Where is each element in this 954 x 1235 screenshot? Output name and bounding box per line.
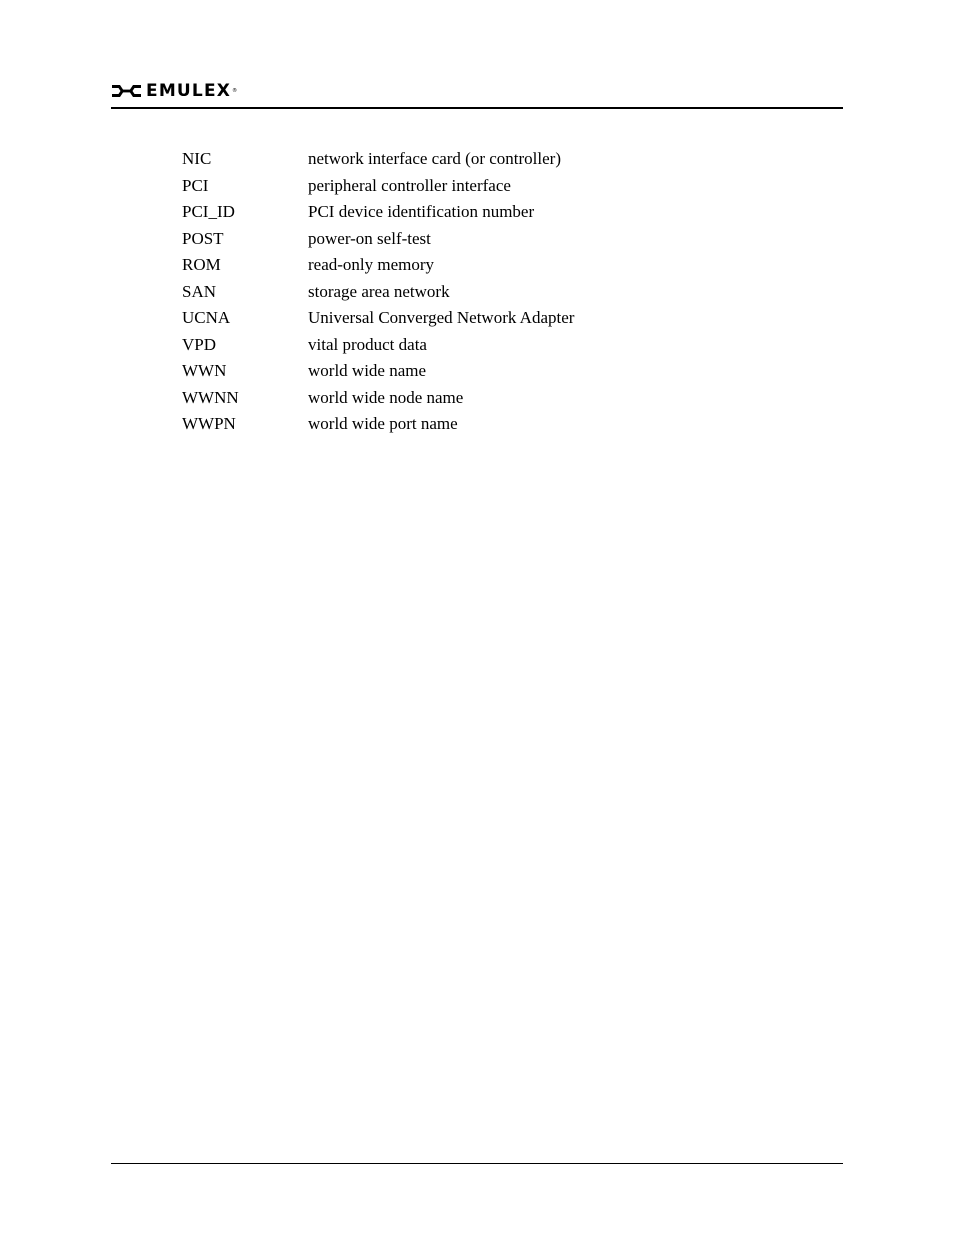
glossary-definition: PCI device identification number [308,202,535,222]
glossary-row-rom [182,252,574,279]
glossary-definition: read-only memory [308,255,435,275]
glossary-term: VPD [182,334,217,354]
glossary-definition: world wide node name [308,387,464,407]
header-divider [111,107,843,109]
logo-trademark: ® [232,88,238,94]
glossary-term: ROM [182,255,221,275]
emulex-logo-mark-icon [111,83,142,99]
glossary-row-post [182,226,574,253]
footer-divider [111,1163,843,1164]
emulex-logo [111,81,237,101]
glossary-row-wwpn [182,411,574,438]
glossary-term: PCI_ID [182,202,235,222]
glossary-definition: world wide port name [308,414,458,434]
glossary-definition: vital product data [308,334,427,354]
glossary-definition: peripheral controller interface [308,175,511,195]
glossary-term: POST [182,228,224,248]
glossary-definition: storage area network [308,281,450,301]
glossary-row-pci-id [182,199,574,226]
glossary-definition: world wide name [308,361,427,381]
glossary-term: PCI [182,175,209,195]
glossary-term: UCNA [182,308,231,328]
glossary-term: NIC [182,149,212,169]
glossary-row-pci [182,173,574,200]
glossary-list [182,146,574,438]
glossary-row-vpd [182,332,574,359]
glossary-definition: power-on self-test [308,228,431,248]
glossary-definition: network interface card (or controller) [308,149,561,169]
logo-text: EMULEX [146,81,232,101]
glossary-row-san [182,279,574,306]
glossary-term: WWN [182,361,227,381]
glossary-row-nic [182,146,574,173]
glossary-term: WWNN [182,387,239,407]
page-header [111,78,843,110]
glossary-term: SAN [182,281,217,301]
glossary-term: WWPN [182,414,236,434]
glossary-row-wwnn [182,385,574,412]
glossary-row-wwn [182,358,574,385]
glossary-row-ucna [182,305,574,332]
glossary-definition: Universal Converged Network Adapter [308,308,575,328]
